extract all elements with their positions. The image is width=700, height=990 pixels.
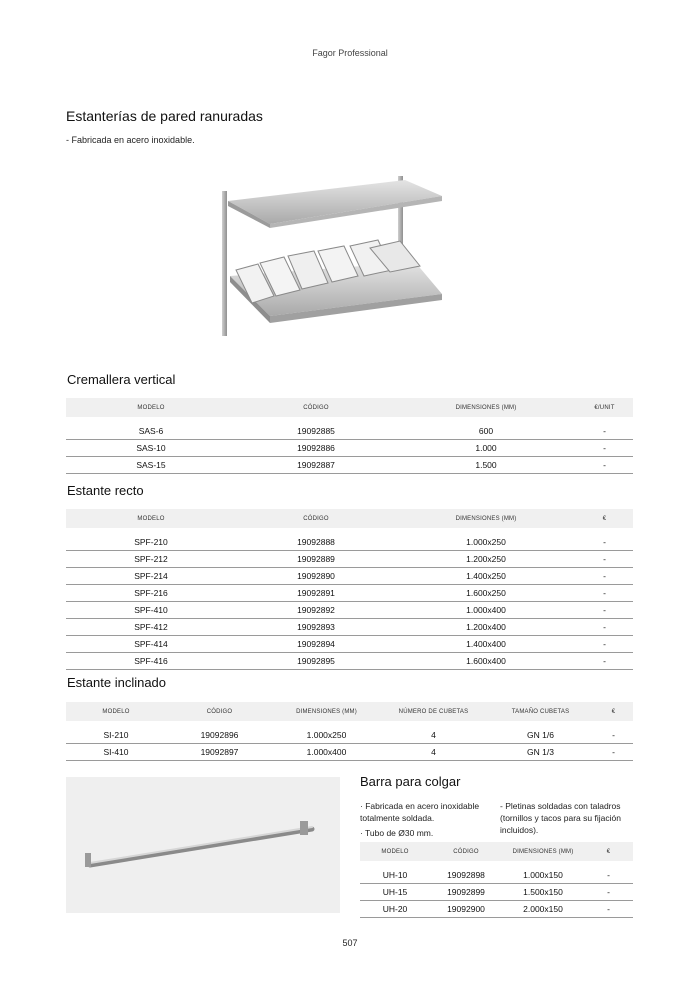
barra-notes-right [500,800,633,839]
pan-size-cell: GN 1/3 [487,744,594,761]
price-cell: - [576,636,633,653]
code-cell: 19092900 [430,901,502,918]
dimensions-cell: 1.000x250 [273,727,380,744]
column-header: NÚMERO DE CUBETAS [380,702,487,721]
price-cell: - [576,568,633,585]
code-cell: 19092893 [236,619,396,636]
dimensions-cell: 1.000x250 [396,534,576,551]
column-header: MODELO [66,398,236,417]
pan-size-cell: GN 1/6 [487,727,594,744]
dimensions-cell: 1.500x150 [502,884,584,901]
estante-inclinado-title: Estante inclinado [67,675,167,690]
dimensions-cell: 1.200x250 [396,551,576,568]
price-cell: - [576,653,633,670]
price-cell: - [584,901,633,918]
price-cell: - [576,457,633,474]
dimensions-cell: 1.600x250 [396,585,576,602]
dimensions-cell: 2.000x150 [502,901,584,918]
pans-count-cell: 4 [380,744,487,761]
table-row [360,884,633,901]
price-cell: - [576,551,633,568]
table-row [66,585,633,602]
table-header-row [360,842,633,861]
estante-recto-title: Estante recto [67,483,144,498]
code-cell: 19092897 [166,744,273,761]
table-row [360,901,633,918]
model-cell: SPF-210 [66,534,236,551]
price-cell: - [576,534,633,551]
column-header: DIMENSIONES (MM) [502,842,584,861]
code-cell: 19092899 [430,884,502,901]
column-header: TAMAÑO CUBETAS [487,702,594,721]
barra-title: Barra para colgar [360,774,461,789]
price-cell: - [576,619,633,636]
dimensions-cell: 1.000x400 [273,744,380,761]
code-cell: 19092898 [430,867,502,884]
column-header: CÓDIGO [236,509,396,528]
column-header: € [576,509,633,528]
table-header-row [66,398,633,417]
price-cell: - [576,440,633,457]
price-cell: - [594,727,633,744]
model-cell: SAS-6 [66,423,236,440]
brand-header: Fagor Professional [312,48,388,58]
cremallera-title: Cremallera vertical [67,372,176,387]
table-row [66,423,633,440]
model-cell: UH-20 [360,901,430,918]
model-cell: UH-15 [360,884,430,901]
dimensions-cell: 1.000x400 [396,602,576,619]
model-cell: SAS-15 [66,457,236,474]
cremallera-table [66,398,633,474]
price-cell: - [576,602,633,619]
model-cell: SI-210 [66,727,166,744]
dimensions-cell: 1.400x400 [396,636,576,653]
dimensions-cell: 600 [396,423,576,440]
dimensions-cell: 1.000x150 [502,867,584,884]
price-cell: - [584,884,633,901]
table-row [360,867,633,884]
code-cell: 19092887 [236,457,396,474]
barra-notes-left [360,800,500,842]
column-header: CÓDIGO [430,842,502,861]
hanging-bar-image [66,777,340,913]
model-cell: SPF-214 [66,568,236,585]
barra-note: · Tubo de Ø30 mm. [360,828,434,838]
dimensions-cell: 1.600x400 [396,653,576,670]
code-cell: 19092888 [236,534,396,551]
price-cell: - [594,744,633,761]
model-cell: UH-10 [360,867,430,884]
column-header: DIMENSIONES (MM) [396,398,576,417]
code-cell: 19092886 [236,440,396,457]
dimensions-cell: 1.400x250 [396,568,576,585]
column-header: DIMENSIONES (MM) [273,702,380,721]
column-header: € [594,702,633,721]
model-cell: SPF-216 [66,585,236,602]
page-title: Estanterías de pared ranuradas [66,108,263,124]
table-row [66,727,633,744]
barra-table [360,842,633,918]
table-row [66,440,633,457]
table-row [66,551,633,568]
column-header: MODELO [66,509,236,528]
model-cell: SPF-410 [66,602,236,619]
table-row [66,619,633,636]
dimensions-cell: 1.500 [396,457,576,474]
page-number: 507 [342,938,358,948]
column-header: MODELO [360,842,430,861]
column-header: CÓDIGO [236,398,396,417]
table-row [66,568,633,585]
dimensions-cell: 1.200x400 [396,619,576,636]
model-cell: SPF-416 [66,653,236,670]
model-cell: SPF-212 [66,551,236,568]
table-row [66,653,633,670]
code-cell: 19092894 [236,636,396,653]
model-cell: SAS-10 [66,440,236,457]
intro-note: - Fabricada en acero inoxidable. [66,135,195,145]
model-cell: SI-410 [66,744,166,761]
price-cell: - [576,585,633,602]
table-header-row [66,702,633,721]
pans-count-cell: 4 [380,727,487,744]
table-row [66,534,633,551]
column-header: € [584,842,633,861]
price-cell: - [576,423,633,440]
estante-inclinado-table [66,702,633,761]
table-row [66,744,633,761]
column-header: DIMENSIONES (MM) [396,509,576,528]
code-cell: 19092891 [236,585,396,602]
column-header: €/UNIT [576,398,633,417]
model-cell: SPF-412 [66,619,236,636]
table-row [66,602,633,619]
code-cell: 19092890 [236,568,396,585]
code-cell: 19092896 [166,727,273,744]
column-header: MODELO [66,702,166,721]
estante-recto-table [66,509,633,670]
dimensions-cell: 1.000 [396,440,576,457]
column-header: CÓDIGO [166,702,273,721]
table-row [66,457,633,474]
barra-note: · Fabricada en acero inoxidable totalmente soldada. [360,801,480,823]
code-cell: 19092892 [236,602,396,619]
price-cell: - [584,867,633,884]
code-cell: 19092889 [236,551,396,568]
code-cell: 19092895 [236,653,396,670]
code-cell: 19092885 [236,423,396,440]
shelf-product-image [210,166,450,351]
table-row [66,636,633,653]
barra-note: - Pletinas soldadas con taladros (tornillos y tacos para su fijación incluidos). [500,801,621,835]
model-cell: SPF-414 [66,636,236,653]
table-header-row [66,509,633,528]
